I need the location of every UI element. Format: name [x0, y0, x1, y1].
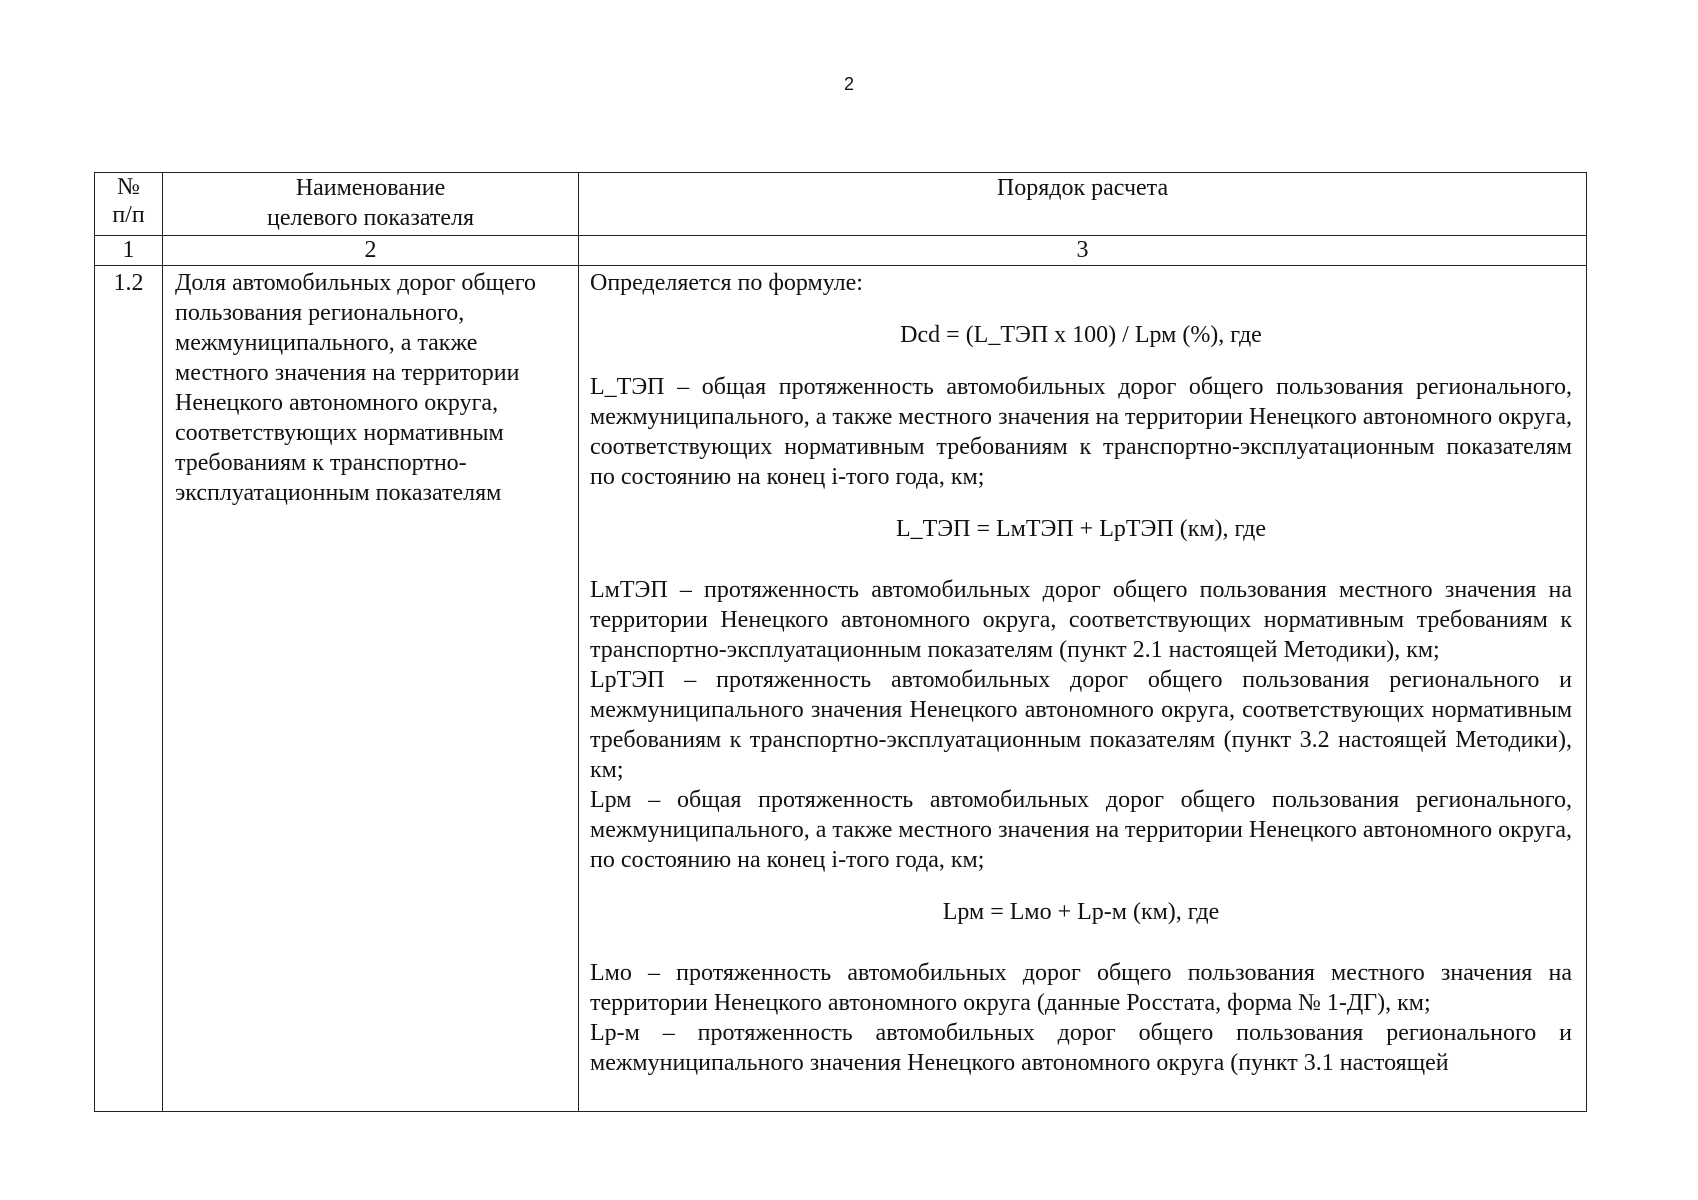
definition-l-tep: L_ТЭП – общая протяженность автомобильных дорог общего пользования регионального, межмуниципального, а также местного значения на территории Ненецкого автономного округа, соответствующих нормативным требованиям к транспортно-эксплуатационным показателям по состоянию на конец i-того года, км; [590, 374, 1572, 490]
header-indicator-cell [163, 173, 579, 236]
header-number-cell [95, 173, 163, 236]
definition-lm-tep: LмТЭП – протяженность автомобильных дорог общего пользования местного значения на территории Ненецкого автономного округа, соответствующих нормативным требованиям к транспортно-эксплуатационным показателям (пункт 2.1 настоящей Методики), км; [590, 577, 1572, 663]
formula-lrm: Lрм = Lмо + Lр-м (км), где [942, 899, 1220, 925]
calculation-cell [579, 266, 1587, 1112]
header-calculation-label: Порядок расчета [996, 175, 1169, 201]
column-number-1: 1 [95, 236, 163, 266]
definition-lrm: Lрм – общая протяженность автомобильных дорог общего пользования регионального, межмуниципального, а также местного значения на территории Ненецкого автономного округа, по состоянию на конец i-того года, км; [590, 787, 1572, 873]
indicator-table [94, 172, 1587, 1112]
formula-l-tep: L_ТЭП = LмТЭП + LрТЭП (км), где [895, 516, 1267, 542]
header-indicator-line2: целевого показателя [267, 205, 474, 231]
row-number: 1.2 [113, 270, 144, 296]
header-number-label: п/п [112, 202, 145, 228]
definition-lmo: Lмо – протяженность автомобильных дорог общего пользования местного значения на территории Ненецкого автономного округа (данные Росстата, форма № 1-ДГ), км; [590, 960, 1572, 1016]
formula-dcd: Dcd = (L_ТЭП х 100) / Lрм (%), где [900, 322, 1262, 348]
definition-lr-tep: LрТЭП – протяженность автомобильных дорог общего пользования регионального и межмуниципального значения Ненецкого автономного округа, соответствующих нормативным требованиям к транспортно-эксплуатационным показателям (пункт 3.2 настоящей Методики), км; [590, 667, 1572, 783]
definition-lr-m: Lр-м – протяженность автомобильных дорог общего пользования регионального и межмуниципального значения Ненецкого автономного округа (пункт 3.1 настоящей [590, 1020, 1572, 1076]
calculation-intro: Определяется по формуле: [590, 270, 863, 296]
row-number-cell [95, 266, 163, 1112]
header-indicator-line1: Наименование [295, 175, 446, 201]
column-number-row [95, 236, 1587, 266]
header-number-symbol: № [117, 174, 140, 200]
column-number-3: 3 [579, 236, 1587, 266]
indicator-name: Доля автомобильных дорог общего пользования регионального, межмуниципального, а также местного значения на территории Ненецкого автономного округа, соответствующих нормативным требованиям к транспортно-эксплуатационным показателям [175, 270, 536, 506]
table-row [95, 266, 1587, 1112]
table-header-row [95, 173, 1587, 236]
header-calculation-cell [579, 173, 1587, 236]
column-number-2: 2 [163, 236, 579, 266]
indicator-name-cell [163, 266, 579, 1112]
page-number: 2 [843, 74, 854, 94]
